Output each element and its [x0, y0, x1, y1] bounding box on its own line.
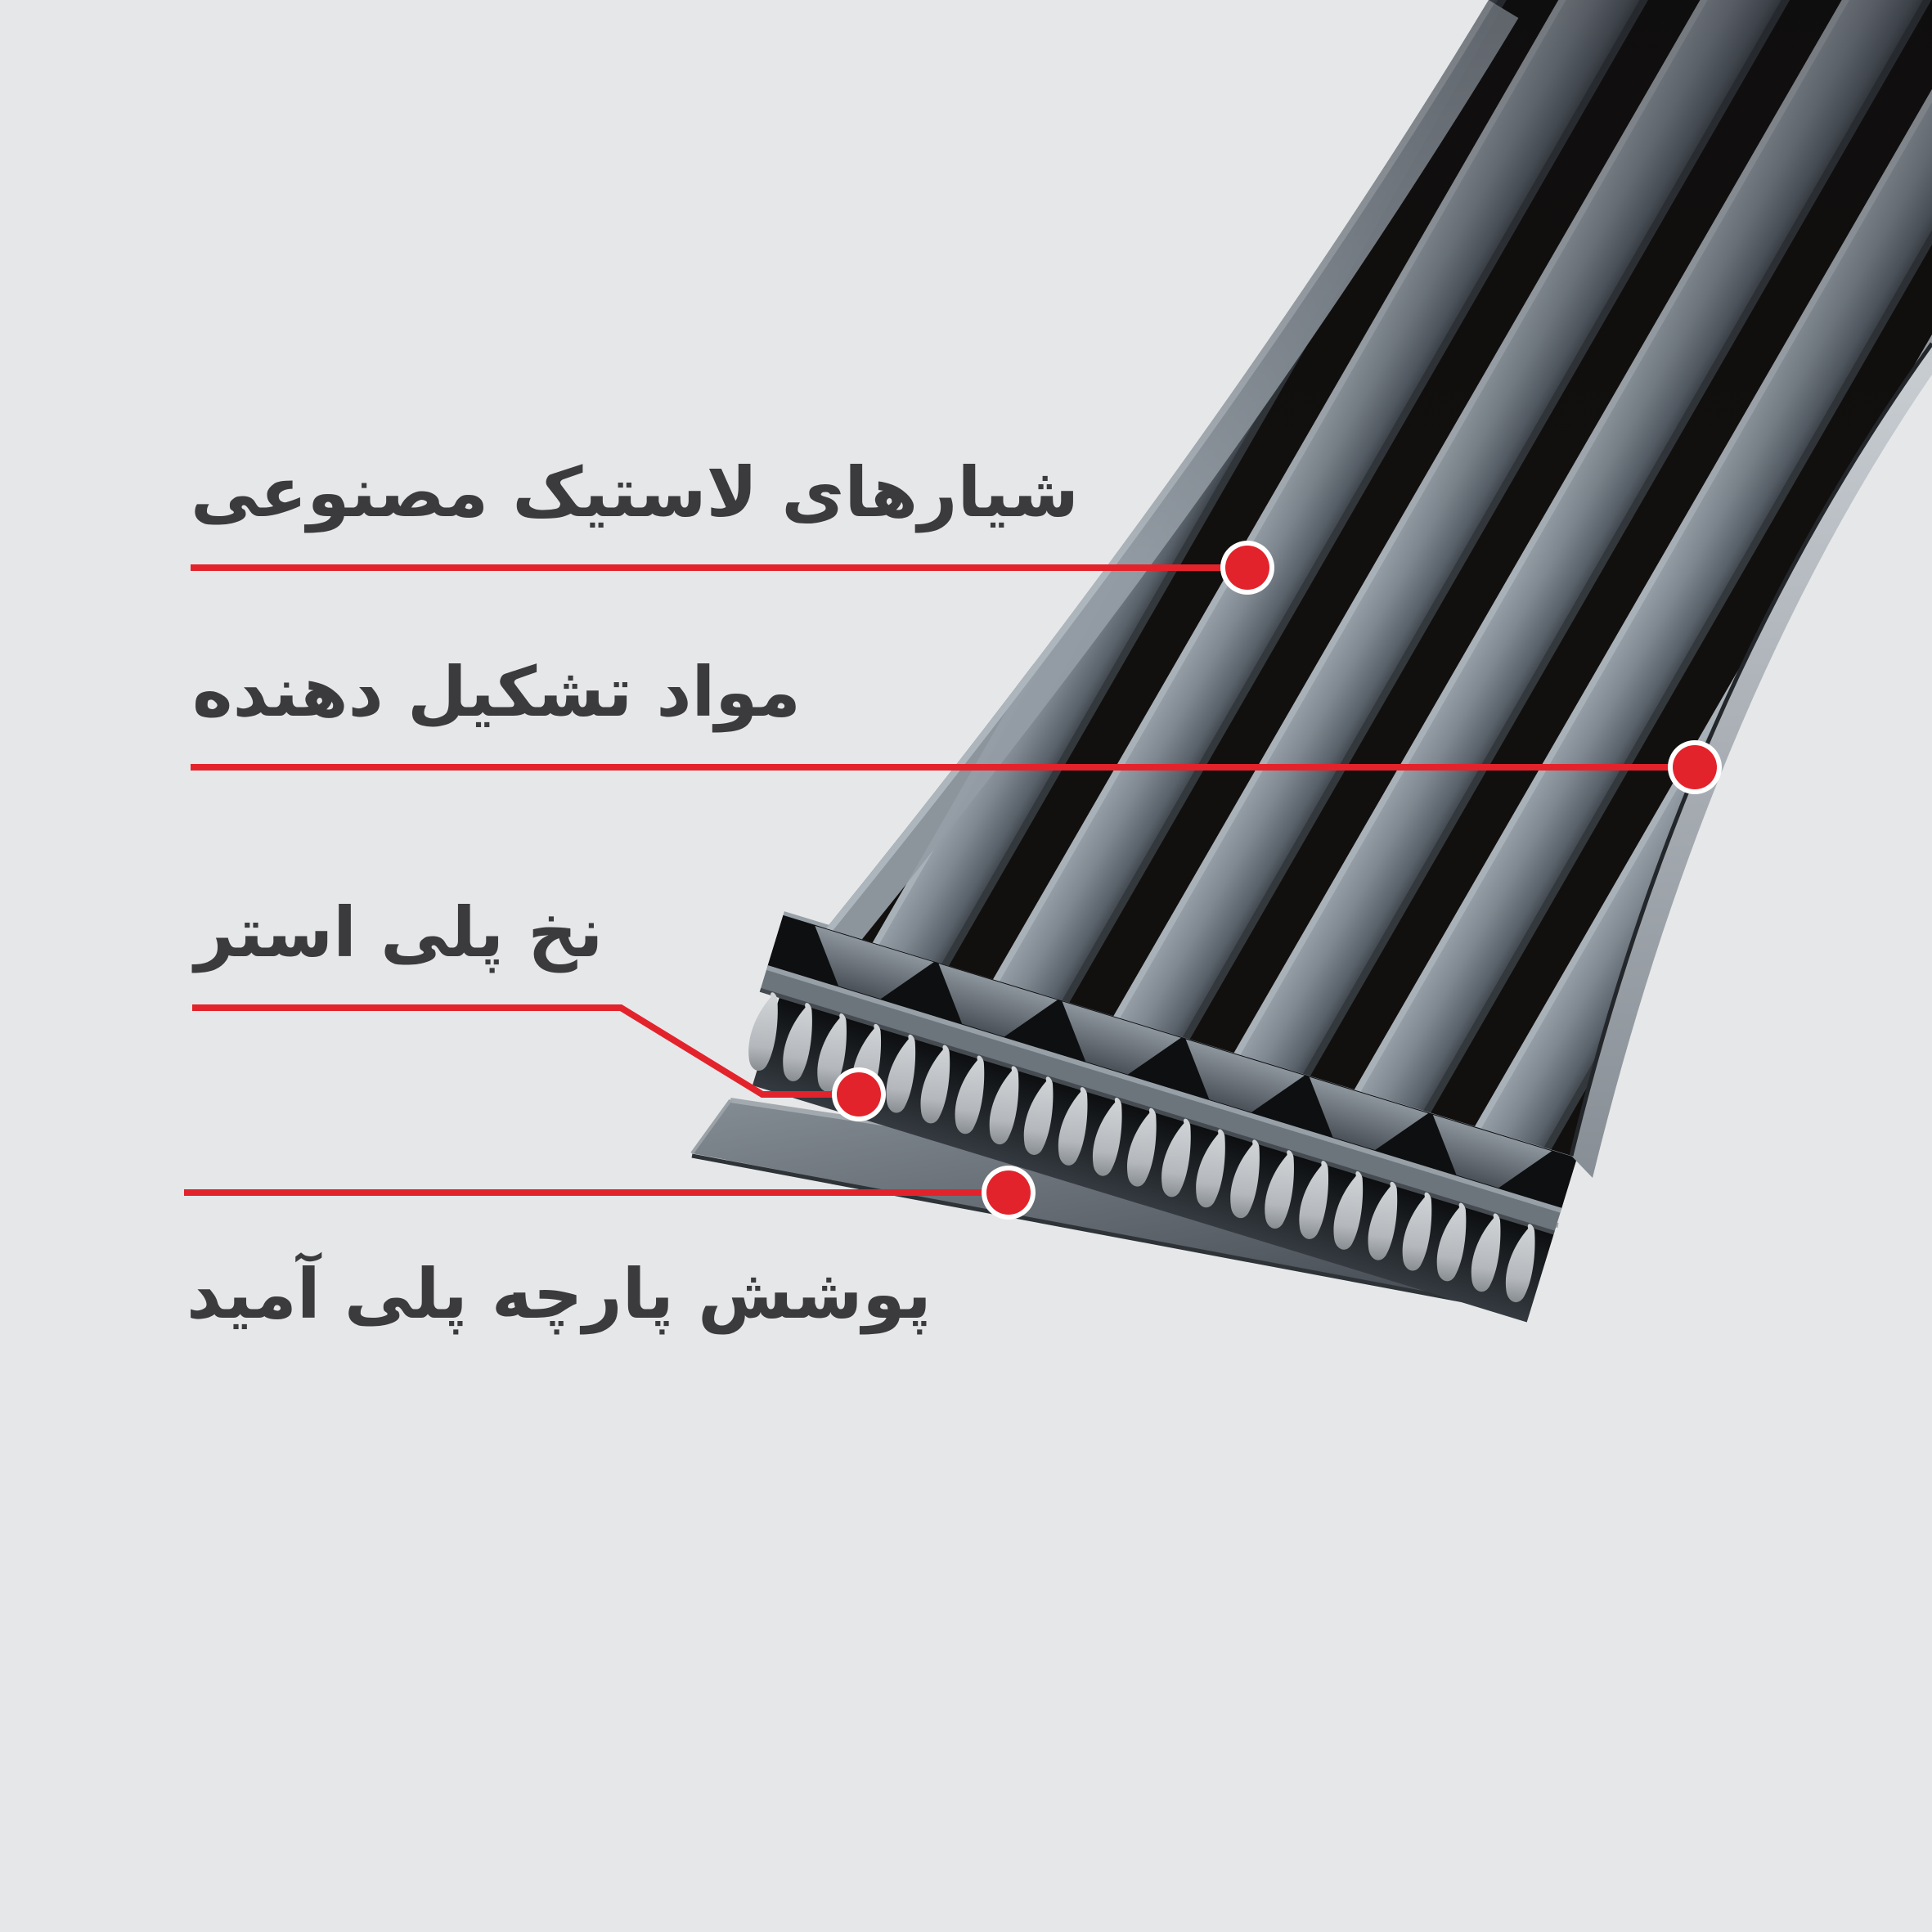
callout-dot-icon	[982, 1166, 1036, 1220]
label-polyester-thread: نخ پلی استر	[195, 892, 604, 973]
callout-dot-icon	[832, 1067, 886, 1121]
label-constituent-materials: مواد تشکیل دهنده	[192, 652, 801, 732]
callout-dot-icon	[1668, 740, 1722, 794]
label-synthetic-rubber-grooves: شیارهای لاستیک مصنوعی	[191, 452, 1079, 532]
callout-dot-icon	[1220, 541, 1274, 595]
label-polyamide-fabric-cover: پوشش پارچه پلی آمید	[186, 1254, 932, 1334]
